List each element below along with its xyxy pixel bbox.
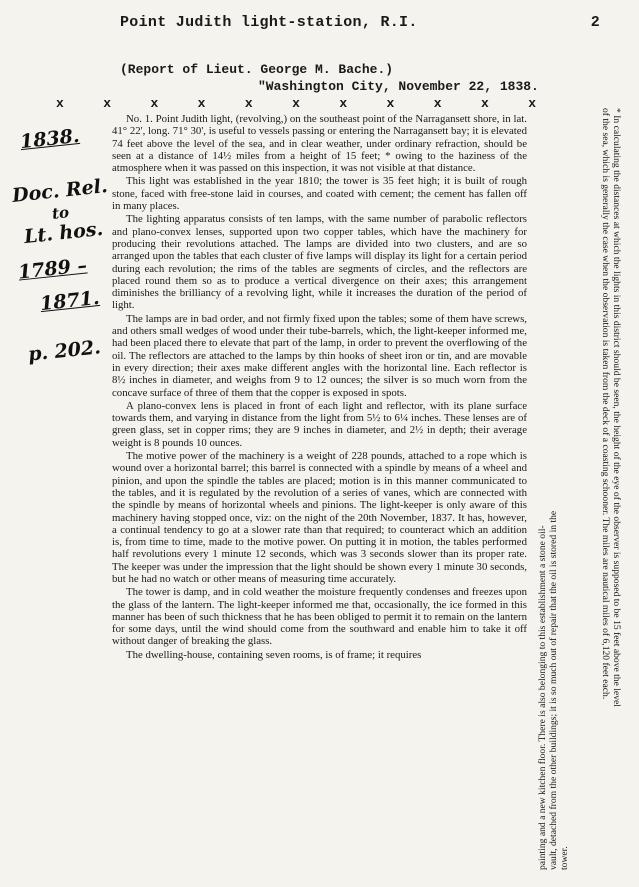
paragraph: The dwelling-house, containing seven rooms, is of frame; it requires — [126, 648, 422, 661]
margin-note-year: 1838. — [19, 124, 81, 154]
report-date: "Washington City, November 22, 1838. — [258, 79, 539, 94]
paragraph: The lighting apparatus consists of ten lamps, with the same number of parabolic reflectors and plano-convex lenses, supported upon two copper tables, which have the machinery for producing their revolutions attached. The lamps are divided into two clusters, and are so arranged upon the tables that each cluster of five lamps will display its light for a certain period during each revolution; the rims of the tables are segments of circles, and the reflectors are placed round them so as to produce a vertical divergence on their axes; this arrangement diminishes the brilliancy of a revolving light, while it increases the duration of the period of light. — [112, 213, 527, 312]
paragraph: The tower is damp, and in cold weather the moisture frequently condenses and freezes upon the glass of the lantern. The light-keeper informed me that, occasionally, the ice formed in this manner has been of such thickness that he has been obliged to permit it to remain on the lantern for some days, until the wind should come from the southward and enable him to take it off without danger of breaking the glass. — [112, 586, 527, 648]
margin-note-doc-rel: Doc. Rel. — [11, 175, 109, 207]
separator-mark: x — [150, 96, 159, 111]
paragraph: This light was established in the year 1810; the tower is 35 feet high; it is built of rough stone, faced with free-stone laid in courses, and coated with cement; the cement has fallen off in many places. — [112, 175, 527, 213]
paragraph: The motive power of the machinery is a weight of 228 pounds, attached to a rope which is wound over a horizontal barrel; this barrel is connected with a spindle by means of a wheel and pinion, and upon the spindle the tables are placed; motion is in this manner communicated to the tables, and it is regulated by the revolution of a series of vanes, which are connected with the spindle by means of horizontal wheels and pinions. The light-keeper is only aware of this machinery having stopped once, viz: on the night of the 20th November, 1837. It has, however, a continual tendency to go at a slower rate than that required; to counteract which an addition is, from time to time, made to the motive power. On putting it in motion, the tables performed half revolutions every 1 minute 12 seconds, which was 3 seconds slower than its proper rate. The keeper was under the impression that the light should be shown every 1 minute 30 seconds, but he had no watch or other means of measuring time accurately. — [112, 450, 527, 585]
page-number: 2 — [590, 14, 600, 31]
margin-note-lt-hos: Lt. hos. — [23, 217, 105, 249]
paragraph: A plano-convex lens is placed in front of each light and reflector, with its plane surface towards them, and varying in distance from the light from 5½ to 6¼ inches. These lenses are of green glass, set in copper rims; they are 9 inches in diameter, and 2½ in depth; their average weight is 8 pounds 10 ounces. — [112, 399, 527, 449]
page-header — [120, 14, 600, 31]
separator-mark: x — [56, 96, 64, 111]
header-title: Point Judith light-station, R.I. — [120, 14, 418, 31]
separator-row — [56, 96, 536, 111]
separator-mark: x — [339, 96, 348, 111]
paragraph: The lamps are in bad order, and not firmly fixed upon the tables; some of them have screws, and others small wedges of wood under their tube-barrels, which, the light-keeper informed me, had been placed there to elevate that part of the lamp, in order to prevent the overflowing of the oil. The reflectors are attached to the lamps by thin hooks of sheet iron or tin, and are movable in every direction; their axes make different angles with the horizontal line. Each reflector is 8½ inches in diameter, and weighs from 9 to 12 ounces; the silver is so much worn from the concave surface of three of them that the copper is exposed in spots. — [112, 312, 527, 399]
margin-note-page-ref: p. 202. — [27, 336, 102, 366]
footnote-rotated: * In calculating the distances at which the lights in this district should be seen, the height of the eye of the observer is supposed to be 15 feet above the level of the sea, which is generally the case when the observation is taken from the deck of a coasting schooner. The miles are nautical miles of 6,120 feet each. — [600, 108, 622, 707]
report-body — [112, 113, 527, 662]
separator-mark: x — [197, 96, 206, 111]
separator-mark: x — [433, 96, 442, 111]
separator-mark: x — [244, 96, 253, 111]
separator-mark: x — [528, 96, 536, 111]
margin-note-to: to — [51, 203, 70, 223]
separator-mark: x — [292, 96, 300, 111]
report-author: (Report of Lieut. George M. Bache.) — [120, 62, 394, 77]
margin-note-start-year: 1789 – — [17, 254, 88, 284]
paragraph: No. 1. Point Judith light, (revolving,) on the southeast point of the Narragansett shore, in lat. 41° 22', long. 71° 30', is useful to vessels passing or entering the Narragansett bay; it is elevated 74 feet above the level of the sea, and in clear weather, under ordinary refraction, should be seen at a distance of 14½ miles from a height of 15 feet; * owing to the haziness of the atmosphere when it was passed on this inspection, it was not visible at that distance. — [112, 113, 527, 175]
separator-mark: x — [386, 96, 395, 111]
separator-mark: x — [103, 96, 112, 111]
continuation-note-rotated: painting and a new kitchen floor. There is also belonging to this establishment a stone oil-vault, detached from the other buildings; it is so much out of repair that the oil is stored in the tower. — [537, 510, 570, 870]
separator-mark: x — [480, 96, 489, 111]
margin-note-end-year: 1871. — [39, 286, 101, 316]
